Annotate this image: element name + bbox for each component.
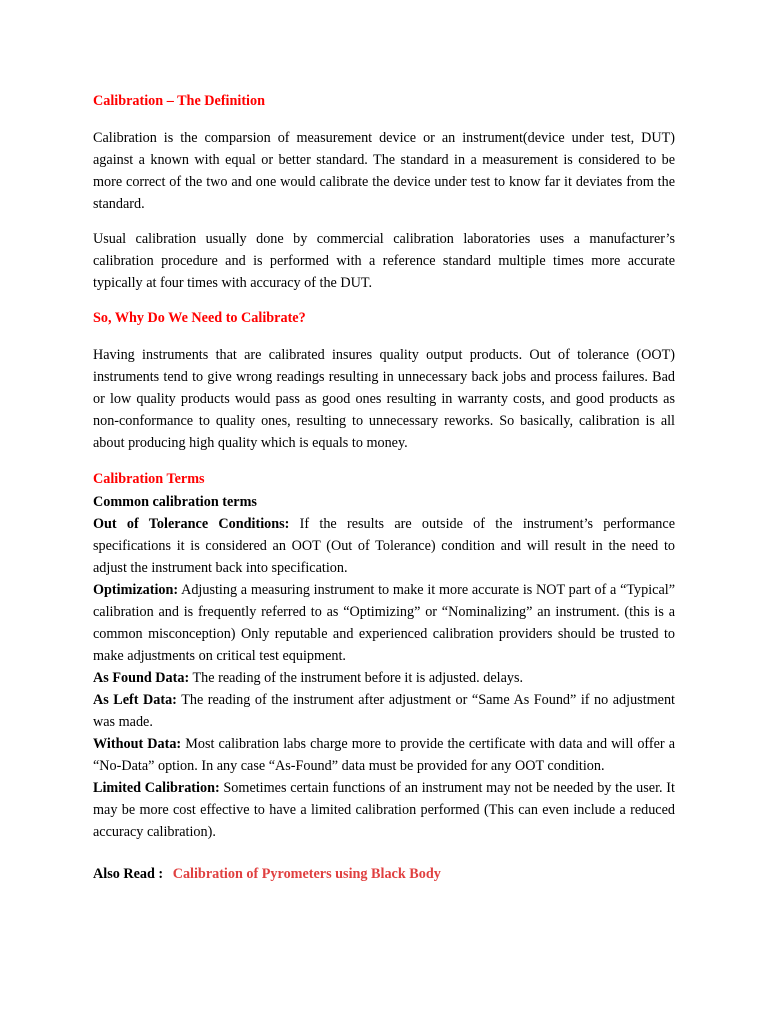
term-as-found-data bbox=[93, 667, 675, 689]
term-label: As Left Data: bbox=[93, 692, 177, 708]
term-text: Sometimes certain functions of an instrument may not be needed by the user. It may be more cost effective to have a limited calibration performed (This can even include a reduced accuracy calibration). bbox=[93, 780, 675, 840]
term-text: Most calibration labs charge more to provide the certificate with data and will offer a “No-Data” option. In any case “As-Found” data must be provided for any OOT condition. bbox=[93, 736, 675, 774]
term-text: If the results are outside of the instrument’s performance specifications it is considered an OOT (Out of Tolerance) condition and will result in the need to adjust the instrument back into specification. bbox=[93, 516, 675, 576]
also-read bbox=[93, 863, 675, 885]
term-as-left-data bbox=[93, 689, 675, 733]
definition-paragraph-2: Usual calibration usually done by commercial calibration laboratories uses a manufacturer’s calibration procedure and is performed with a reference standard multiple times more accurate typically at four times with accuracy of the DUT. bbox=[93, 231, 675, 291]
term-without-data bbox=[93, 733, 675, 777]
section-title-calibration-terms: Calibration Terms bbox=[93, 471, 205, 487]
also-read-label: Also Read : bbox=[93, 866, 164, 882]
term-text: Adjusting a measuring instrument to make it more accurate is NOT part of a “Typical” calibration and is frequently referred to as “Optimizing” or “Nominalizing” an instrument. (this is a common misconception) Only reputable and experienced calibration providers should be trusted to make adjustments on critical test equipment. bbox=[93, 582, 676, 664]
terms-subtitle: Common calibration terms bbox=[93, 494, 257, 510]
article-body bbox=[93, 92, 675, 885]
term-text: The reading of the instrument before it is adjusted. delays. bbox=[192, 670, 524, 686]
definition-paragraph-1: Calibration is the comparsion of measurement device or an instrument(device under test, DUT) against a known with equal or better standard. The standard in a measurement is considered to be more correct of the two and one would calibrate the device under test to know far it deviates from the standard. bbox=[93, 130, 675, 212]
term-label: Without Data: bbox=[93, 736, 182, 752]
term-text: The reading of the instrument after adjustment or “Same As Found” if no adjustment was made. bbox=[93, 692, 676, 730]
term-limited-calibration bbox=[93, 777, 675, 843]
term-label: Limited Calibration: bbox=[93, 780, 220, 796]
why-calibrate-paragraph: Having instruments that are calibrated insures quality output products. Out of tolerance (OOT) instruments tend to give wrong readings resulting in unnecessary back jobs and process failures. Bad or low quality products would pass as good ones resulting in warranty costs, and good products as non-conformance to quality ones, resulting to unnecessary reworks. So basically, calibration is all about producing high quality which is equals to money. bbox=[93, 347, 675, 451]
term-optimization bbox=[93, 579, 675, 667]
term-label: As Found Data: bbox=[93, 670, 190, 686]
term-out-of-tolerance bbox=[93, 513, 675, 579]
term-label: Out of Tolerance Conditions: bbox=[93, 516, 290, 532]
also-read-link[interactable]: Calibration of Pyrometers using Black Body bbox=[172, 866, 441, 882]
term-label: Optimization: bbox=[93, 582, 179, 598]
section-title-definition: Calibration – The Definition bbox=[93, 93, 265, 109]
section-title-why-calibrate: So, Why Do We Need to Calibrate? bbox=[93, 310, 306, 326]
